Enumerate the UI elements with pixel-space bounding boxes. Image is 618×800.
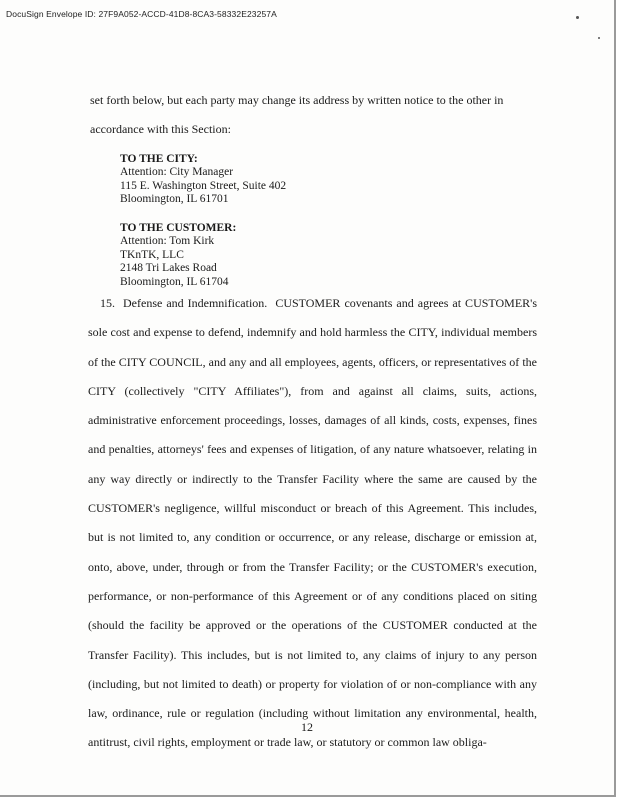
section-number: 15. <box>100 296 115 310</box>
section-15-paragraph <box>88 289 537 758</box>
section-title: Defense and Indemnification. <box>123 296 268 310</box>
address-line: Bloomington, IL 61704 <box>120 275 229 288</box>
address-line: Attention: City Manager <box>120 166 234 179</box>
customer-address-block <box>120 222 420 289</box>
page-number: 12 <box>301 720 313 734</box>
scan-mark-dot <box>576 16 579 19</box>
address-line: Bloomington, IL 61701 <box>120 193 229 206</box>
intro-paragraph: set forth below, but each party may change its address by written notice to the other in accordance with this Section: <box>90 93 504 136</box>
docusign-envelope-id: DocuSign Envelope ID: 27F9A052-ACCD-41D8-8CA3-58332E23257A <box>6 9 277 19</box>
address-line: 2148 Tri Lakes Road <box>120 262 217 275</box>
address-line: TKnTK, LLC <box>120 248 184 261</box>
address-line: 115 E. Washington Street, Suite 402 <box>120 179 287 192</box>
customer-heading: TO THE CUSTOMER: <box>120 222 237 234</box>
scan-mark-dot <box>598 37 600 39</box>
city-address-block <box>120 153 420 207</box>
city-heading: TO THE CITY: <box>120 153 198 165</box>
address-line: Attention: Tom Kirk <box>120 235 215 248</box>
section-text: CUSTOMER covenants and agrees at CUSTOMER's sole cost and expense to defend, indemnify and hold harmless the CITY, individual members of the CITY COUNCIL, and any and all employees, agents, officers, or representatives of the CITY (collectively "CITY Affiliates"), from and against all claims, suits, actions, administrative enforcement proceedings, losses, damages of all kinds, costs, expenses, fines and penalties, attorneys' fees and expenses of litigation, of any nature whatsoever, relating in any way directly or indirectly to the Transfer Facility where the same are caused by the CUSTOMER's negligence, willful misconduct or breach of this Agreement. This includes, but is not limited to, any condition or occurrence, or any release, discharge or emission at, onto, above, under, through or from the Transfer Facility; or the CUSTOMER's execution, performance, or non-performance of this Agreement or of any conditions placed on siting (should the facility be approved or the operations of the CUSTOMER conducted at the Transfer Facility). This includes, but is not limited to, any claims of injury to any person (including, but not limited to death) or property for violation of or non-compliance with any law, ordinance, rule or regulation (including without limitation any environmental, health, antitrust, civil rights, employment or trade law, or statutory or common law obliga- <box>88 296 538 750</box>
